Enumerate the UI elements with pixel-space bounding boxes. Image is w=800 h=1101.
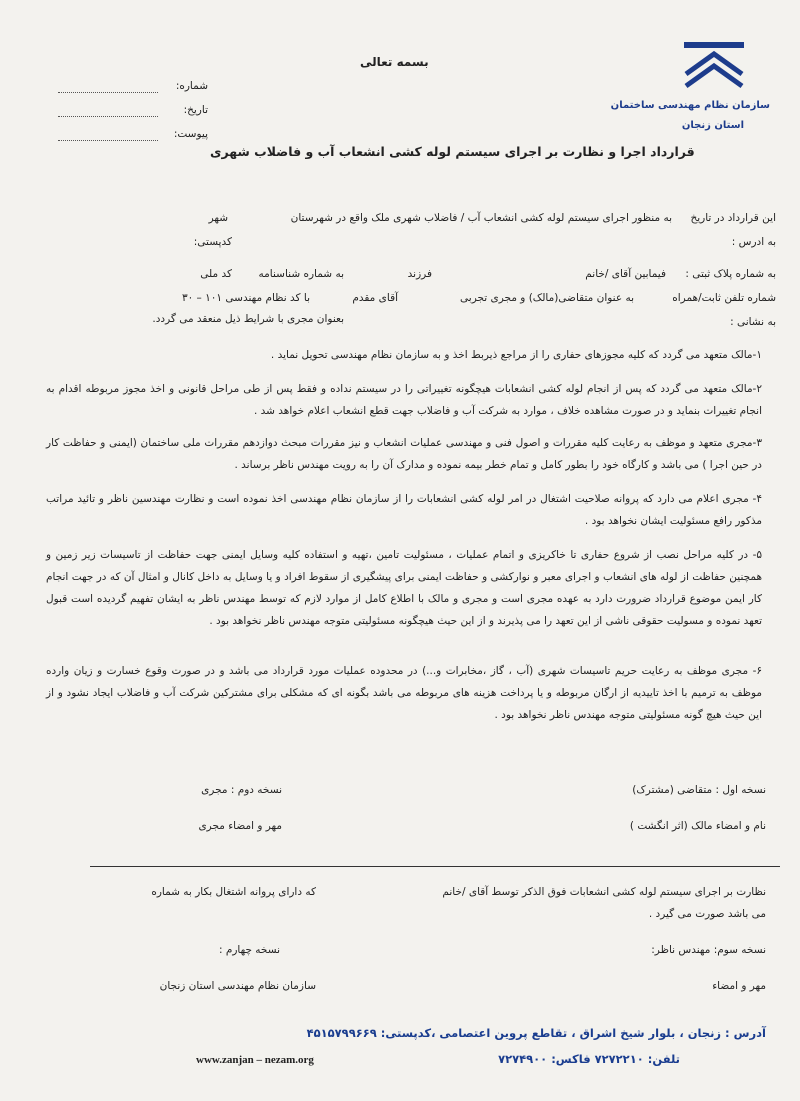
intro-line1-c: شهر: [208, 212, 228, 224]
clause-2: ۲-مالک متعهد می گردد که پس از انجام لوله کشی انشعابات هیچگونه تغییراتی را در سیستم نداده و فقط پس از طی مراحل قانونی و اخذ مجوز مربوطه اقدام به انجام تغییرات بنماید و در صورت مشاهده خلاف ، موارد به شرکت آب و فاضلاب جهت قطع انشعاب اعلام خواهد شد .: [46, 383, 762, 417]
copy-3-label: نسخه سوم: مهندس ناظر:: [651, 944, 766, 956]
clause-5: ۵- در کلیه مراحل نصب از شروع حفاری تا خاکریزی و اتمام عملیات ، مسئولیت تامین ،تهیه و استفاده کلیه وسایل ایمنی جهت حفاظت از تاسیسات زیر زمین و همچنین حفاظت از لوله های انشعاب و اجرای معبر و نوارکشی و حفاظت ایمنی برای پیشگیری از سقوط افراد و یا وسایل به داخل کانال و امثال آن که در جهت انجام کار ایمن موضوع قرارداد ضرورت دارد به عهده مجری است و مجری و مالک با اطلاع کامل از موارد لازم که توسط مهندس ناظر به ایشان تفهیم گردیده است قبول تعهد نموده و مسولیت حقوقی ناشی از این تعهد را می پذیرند و از این حیث هیچگونه مسئولیتی متوجه مهندس ناظر نخواهد بود .: [46, 549, 762, 627]
basmala: بسمه تعالی: [360, 55, 429, 69]
intro-line1-a: این قرارداد در تاریخ: [690, 212, 776, 224]
clause-3: ۳-مجری متعهد و موظف به رعایت کلیه مقررات و اصول فنی و مهندسی عملیات انشعاب و نیز مقررات مبحث دوازدهم مقررات ملی ساختمان (ایمنی و حفاظت کار در حین اجرا ) می باشد و کارگاه خود را بطور کامل و تمام خطر بیمه نموده و مدارک آن را به رویت مهندس ناظر برساند .: [46, 437, 762, 471]
intro-line2-b: کدپستی:: [193, 236, 232, 248]
intro-line4-b: به عنوان متقاضی(مالک) و مجری تجربی: [460, 292, 634, 304]
intro-line5-a: به نشانی :: [730, 316, 776, 328]
org-signature-label: سازمان نظام مهندسی استان زنجان: [159, 980, 316, 992]
supervision-line1-b: که دارای پروانه اشتغال بکار به شماره: [151, 886, 316, 898]
intro-line2-a: به ادرس :: [731, 236, 776, 248]
intro-line4-c: آقای مقدم: [352, 292, 398, 304]
org-name: سازمان نظام مهندسی ساختمان: [610, 100, 770, 111]
intro-line4-d: با کد نظام مهندسی ۱۰۱ – ۳۰: [181, 292, 310, 304]
footer-website: www.zanjan – nezam.org: [196, 1054, 314, 1066]
copy-4-label: نسخه چهارم :: [218, 944, 280, 956]
supervision-line2: می باشد صورت می گیرد .: [648, 908, 766, 920]
copy-2-label: نسخه دوم : مجری: [201, 784, 282, 796]
intro-line3-b: فیمابین آقای /خانم: [585, 268, 666, 280]
org-logo: [678, 40, 750, 96]
footer-phone: تلفن: ۷۲۷۲۲۱۰ فاکس: ۷۲۷۴۹۰۰: [498, 1052, 680, 1066]
meta-attachment: پیوست:: [58, 128, 208, 152]
intro-line3-a: به شماره پلاک ثبتی :: [685, 268, 776, 280]
supervisor-stamp-label: مهر و امضاء: [712, 980, 766, 992]
intro-line3-c: فرزند: [407, 268, 432, 280]
clause-1: ۱-مالک متعهد می گردد که کلیه مجوزهای حفاری را از مراجع ذیربط اخذ و به سازمان نظام مهندسی تحویل نماید .: [270, 349, 762, 361]
supervision-line1-a: نظارت بر اجرای سیستم لوله کشی انشعابات فوق الذکر توسط آقای /خانم: [442, 886, 766, 898]
footer-address: آدرس : زنجان ، بلوار شیخ اشراق ، تقاطع پروین اعتصامی ،کدپستی: ۴۵۱۵۷۹۹۶۶۹: [306, 1026, 766, 1040]
owner-signature-label: نام و امضاء مالک (اثر انگشت ): [629, 820, 766, 832]
document-title: قرارداد اجرا و نظارت بر اجرای سیستم لوله کشی انشعاب آب و فاضلاب شهری: [210, 144, 695, 159]
intro-line3-d: به شماره شناسنامه: [258, 268, 344, 280]
meta-number: شماره:: [58, 80, 208, 104]
intro-line1-b: به منظور اجرای سیستم لوله کشی انشعاب آب / فاضلاب شهری ملک واقع در شهرستان: [290, 212, 672, 224]
meta-date: تاریخ:: [58, 104, 208, 128]
intro-line4-a: شماره تلفن ثابت/همراه: [672, 292, 776, 304]
divider: [90, 866, 780, 867]
intro-line5-b: بعنوان مجری با شرایط ذیل منعقد می گردد.: [152, 313, 344, 325]
meta-fields: [58, 80, 208, 152]
copy-1-label: نسخه اول : متقاضی (مشترک): [632, 784, 766, 796]
clause-6: ۶- مجری موظف به رعایت حریم تاسیسات شهری (آب ، گاز ،مخابرات و...) در محدوده عملیات مورد قرارداد می باشد و در صورت وقوع خسارت و زیان وارده موظف به ترمیم با اخذ تاییدیه از ارگان مربوطه و یا پرداخت هزینه های مربوطه می باشد بگونه ای که مشکلی برای مشترکین شرکت آب و فاضلاب ایجاد نشود و از این حیث هیچ گونه مسئولیتی متوجه مهندس ناظر نخواهد بود .: [46, 665, 762, 721]
contractor-signature-label: مهر و امضاء مجری: [198, 820, 282, 832]
org-province: استان زنجان: [681, 120, 744, 131]
clause-4: ۴- مجری اعلام می دارد که پروانه صلاحیت اشتغال در امر لوله کشی انشعابات را از سازمان نظام مهندسی اخذ نموده است و نظارت مهندسین ناظر و تائید مراتب مذکور رافع مسئولیت ایشان نخواهد بود .: [46, 493, 762, 527]
intro-line3-e: کد ملی: [200, 268, 232, 280]
